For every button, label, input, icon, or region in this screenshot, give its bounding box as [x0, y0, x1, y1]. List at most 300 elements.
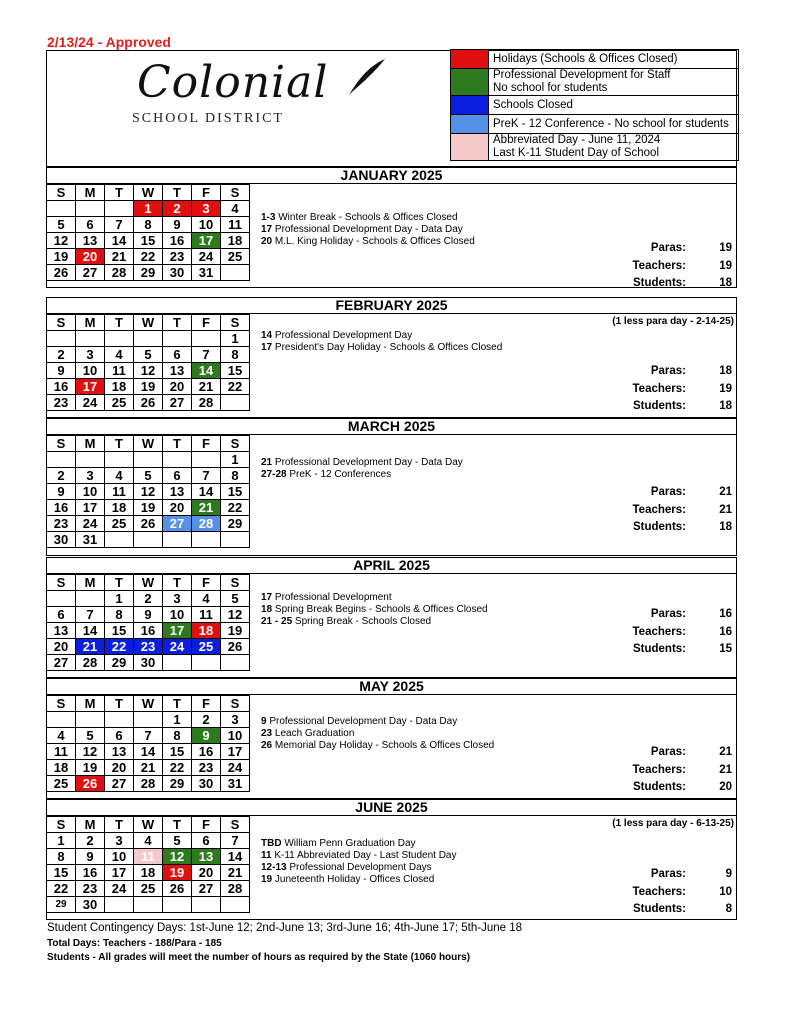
count-row: [612, 626, 732, 644]
day-cell: [105, 331, 134, 347]
event-line: [261, 874, 457, 886]
count-row: [612, 903, 732, 921]
month-events: [261, 212, 475, 248]
day-cell: 26: [76, 776, 105, 792]
event-desc: Professional Development Day - Data Day: [266, 716, 458, 727]
day-cell: [163, 331, 192, 347]
day-cell: 28: [76, 655, 105, 671]
day-cell: 29: [105, 655, 134, 671]
day-cell: 21: [221, 865, 250, 881]
count-label: Paras:: [650, 746, 686, 758]
weekday-header: T: [105, 185, 134, 201]
day-cell: 24: [76, 395, 105, 411]
day-cell: 28: [134, 776, 163, 792]
day-cell: 6: [76, 217, 105, 233]
day-cell: 11: [47, 744, 76, 760]
day-cell: 1: [134, 201, 163, 217]
day-cell: 15: [221, 363, 250, 379]
legend-line: Professional Development for Staff: [493, 69, 671, 81]
event-line: [261, 850, 457, 862]
day-cell: [47, 712, 76, 728]
day-cell: 16: [163, 233, 192, 249]
day-cell: 17: [76, 500, 105, 516]
day-cell: 9: [47, 363, 76, 379]
day-cell: 11: [105, 484, 134, 500]
logo-script: Colonial: [137, 57, 329, 108]
weekday-header: F: [192, 696, 221, 712]
day-cell: 30: [192, 776, 221, 792]
count-label: Teachers:: [632, 503, 686, 516]
legend-row: [450, 68, 739, 96]
day-cell: 8: [221, 468, 250, 484]
day-cell: 26: [134, 395, 163, 411]
day-cell: 27: [105, 776, 134, 792]
day-cell: 23: [192, 760, 221, 776]
day-cell: 2: [134, 591, 163, 607]
event-line: [261, 342, 502, 354]
month-block: [46, 574, 737, 678]
day-cell: 22: [105, 639, 134, 655]
weekday-header: F: [192, 817, 221, 833]
day-cell: 16: [192, 744, 221, 760]
day-cell: 20: [163, 500, 192, 516]
day-cell: 12: [134, 363, 163, 379]
day-cell: 3: [76, 468, 105, 484]
day-cell: 24: [105, 881, 134, 897]
day-cell: [76, 712, 105, 728]
weekday-header: T: [105, 315, 134, 331]
event-desc: Juneteenth Holiday - Offices Closed: [272, 874, 435, 885]
day-cell: 26: [163, 881, 192, 897]
day-cell: 21: [105, 249, 134, 265]
day-cell: 14: [134, 744, 163, 760]
day-cell: [134, 712, 163, 728]
legend-swatch: [451, 134, 489, 160]
day-cell: 22: [221, 500, 250, 516]
day-cell: 20: [192, 865, 221, 881]
day-cell: 20: [105, 760, 134, 776]
day-cell: 11: [221, 217, 250, 233]
count-value: 20: [719, 781, 732, 793]
day-cell: 14: [221, 849, 250, 865]
day-cell: 23: [47, 395, 76, 411]
day-cell: [221, 532, 250, 548]
count-label: Students:: [632, 903, 686, 915]
day-cell: 20: [47, 639, 76, 655]
weekday-header: F: [192, 575, 221, 591]
event-line: [261, 728, 494, 740]
event-date: 11: [261, 850, 272, 861]
count-label: Teachers:: [632, 763, 686, 776]
day-cell: [47, 452, 76, 468]
count-row: [612, 365, 732, 383]
month-title: MAY 2025: [46, 678, 737, 695]
count-row: [612, 764, 732, 782]
month-block: [46, 816, 737, 920]
day-cell: 15: [47, 865, 76, 881]
event-desc: Professional Development Day - Data Day: [272, 224, 463, 235]
weekday-header: M: [76, 817, 105, 833]
day-cell: 8: [47, 849, 76, 865]
day-cell: 31: [76, 532, 105, 548]
day-cell: 26: [47, 265, 76, 281]
day-cell: 22: [134, 249, 163, 265]
event-desc: PreK - 12 Conferences: [286, 469, 392, 480]
weekday-header: S: [47, 696, 76, 712]
event-desc: Spring Break - Schools Closed: [292, 616, 432, 627]
day-cell: 18: [192, 623, 221, 639]
day-cell: 17: [221, 744, 250, 760]
weekday-header: S: [47, 817, 76, 833]
day-cell: [192, 655, 221, 671]
weekday-header: S: [221, 575, 250, 591]
day-cell: 18: [221, 233, 250, 249]
day-cell: 25: [105, 395, 134, 411]
weekday-header: W: [134, 817, 163, 833]
legend-row: [450, 133, 739, 161]
day-cell: 5: [47, 217, 76, 233]
month-events: [261, 838, 457, 886]
event-desc: Professional Development Day: [272, 330, 413, 341]
day-cell: 2: [47, 468, 76, 484]
day-cell: 2: [163, 201, 192, 217]
count-value: 16: [719, 608, 732, 620]
day-cell: 10: [221, 728, 250, 744]
day-cell: 5: [134, 468, 163, 484]
count-row: [612, 643, 732, 661]
day-cell: [47, 201, 76, 217]
day-cell: 8: [105, 607, 134, 623]
day-cell: 7: [76, 607, 105, 623]
count-row: [612, 781, 732, 799]
day-cell: 22: [221, 379, 250, 395]
day-cell: [105, 201, 134, 217]
day-cell: 29: [134, 265, 163, 281]
day-cell: 26: [134, 516, 163, 532]
count-label: Paras:: [650, 365, 686, 377]
day-cell: 24: [163, 639, 192, 655]
weekday-header: T: [163, 696, 192, 712]
month-block: [46, 314, 737, 418]
day-cell: 29: [221, 516, 250, 532]
color-legend: [450, 50, 739, 161]
day-cell: [221, 655, 250, 671]
day-cell: [192, 897, 221, 913]
count-value: 18: [719, 400, 732, 412]
day-cell: 31: [192, 265, 221, 281]
month-title: APRIL 2025: [46, 557, 737, 574]
day-cell: [105, 712, 134, 728]
count-label: Students:: [632, 521, 686, 533]
header-box: [46, 50, 737, 167]
day-cell: 6: [163, 468, 192, 484]
weekday-header: S: [47, 315, 76, 331]
day-cell: 23: [134, 639, 163, 655]
day-cell: 27: [163, 516, 192, 532]
weekday-header: T: [105, 696, 134, 712]
day-cell: 5: [134, 347, 163, 363]
legend-swatch: [451, 96, 489, 114]
day-cell: 4: [47, 728, 76, 744]
count-value: 8: [725, 903, 732, 915]
month-events: [261, 592, 488, 628]
event-line: [261, 330, 502, 342]
day-cell: 10: [192, 217, 221, 233]
legend-swatch: [451, 50, 489, 68]
month-events: [261, 330, 502, 354]
day-cell: 19: [163, 865, 192, 881]
day-cell: 10: [105, 849, 134, 865]
day-cell: 15: [163, 744, 192, 760]
month-block: [46, 184, 737, 288]
day-cell: 19: [47, 249, 76, 265]
weekday-header: W: [134, 436, 163, 452]
day-cell: 24: [221, 760, 250, 776]
event-date: 17: [261, 342, 273, 353]
day-cell: 20: [163, 379, 192, 395]
day-cell: 1: [221, 452, 250, 468]
weekday-header: S: [221, 817, 250, 833]
event-date: 21: [261, 457, 273, 468]
weekday-header: W: [134, 315, 163, 331]
day-cell: 16: [76, 865, 105, 881]
day-cell: 27: [47, 655, 76, 671]
event-line: [261, 236, 475, 248]
day-cell: 5: [163, 833, 192, 849]
legend-text: [489, 50, 682, 68]
day-cell: 12: [163, 849, 192, 865]
legend-line: Last K-11 Student Day of School: [493, 147, 659, 159]
count-value: 10: [719, 885, 732, 898]
day-cell: 19: [134, 500, 163, 516]
calendar-grid: [46, 695, 250, 792]
weekday-header: T: [163, 436, 192, 452]
count-row: [612, 400, 732, 418]
count-row: [612, 277, 732, 295]
event-line: [261, 862, 457, 874]
event-desc: Professional Development Days: [286, 862, 432, 873]
count-value: 21: [719, 486, 732, 498]
calendar-grid: [46, 314, 250, 411]
day-cell: 28: [105, 265, 134, 281]
day-cell: 6: [192, 833, 221, 849]
day-cell: 18: [105, 500, 134, 516]
count-label: Students:: [632, 781, 686, 793]
day-cell: [134, 452, 163, 468]
calendar-grid: [46, 435, 250, 548]
weekday-header: T: [163, 315, 192, 331]
day-cell: 3: [192, 201, 221, 217]
day-cell: 30: [47, 532, 76, 548]
day-cell: 2: [76, 833, 105, 849]
event-desc: President's Day Holiday - Schools & Offices Closed: [272, 342, 503, 353]
event-date: 1-3: [261, 212, 276, 223]
day-cell: 15: [105, 623, 134, 639]
day-cell: 25: [221, 249, 250, 265]
day-cell: [163, 897, 192, 913]
count-row: [612, 886, 732, 904]
day-cell: 21: [134, 760, 163, 776]
count-label: Paras:: [650, 608, 686, 620]
weekday-header: T: [105, 817, 134, 833]
day-cell: 1: [105, 591, 134, 607]
count-row: [612, 242, 732, 260]
day-cell: 21: [192, 379, 221, 395]
month-events: [261, 716, 494, 752]
day-cell: 12: [221, 607, 250, 623]
day-cell: 9: [192, 728, 221, 744]
day-cell: 8: [221, 347, 250, 363]
count-value: 9: [725, 868, 732, 880]
event-line: [261, 716, 494, 728]
weekday-header: S: [221, 696, 250, 712]
count-value: 16: [719, 625, 732, 638]
day-cell: 13: [105, 744, 134, 760]
day-cell: 18: [134, 865, 163, 881]
legend-swatch: [451, 115, 489, 133]
count-value: 21: [719, 746, 732, 758]
day-cell: 9: [163, 217, 192, 233]
day-cell: 4: [192, 591, 221, 607]
day-cell: [105, 452, 134, 468]
weekday-header: S: [47, 436, 76, 452]
legend-row: [450, 49, 739, 69]
event-date: 12-13: [261, 862, 287, 873]
weekday-header: M: [76, 185, 105, 201]
month-title: JUNE 2025: [46, 799, 737, 816]
day-cell: 30: [134, 655, 163, 671]
day-cell: [221, 265, 250, 281]
event-date: 27-28: [261, 469, 287, 480]
event-line: [261, 457, 463, 469]
weekday-header: T: [163, 817, 192, 833]
event-date: 23: [261, 728, 273, 739]
day-cell: 6: [163, 347, 192, 363]
day-cell: 25: [192, 639, 221, 655]
day-cell: 9: [76, 849, 105, 865]
event-desc: Leach Graduation: [272, 728, 355, 739]
count-value: 18: [719, 277, 732, 289]
count-label: Teachers:: [632, 885, 686, 898]
day-cell: [163, 452, 192, 468]
day-cell: 5: [76, 728, 105, 744]
event-line: [261, 212, 475, 224]
legend-text: [489, 134, 664, 160]
month-block: [46, 435, 737, 556]
weekday-header: T: [163, 185, 192, 201]
day-cell: 13: [47, 623, 76, 639]
count-label: Students:: [632, 277, 686, 289]
month-title: MARCH 2025: [46, 418, 737, 435]
day-cell: 4: [221, 201, 250, 217]
day-cell: 19: [76, 760, 105, 776]
day-cell: 11: [134, 849, 163, 865]
day-counts: [612, 608, 732, 661]
day-cell: 29: [163, 776, 192, 792]
day-cell: 3: [105, 833, 134, 849]
day-cell: 21: [76, 639, 105, 655]
day-cell: 4: [134, 833, 163, 849]
day-cell: 9: [47, 484, 76, 500]
event-desc: Professional Development: [272, 592, 392, 603]
day-cell: 17: [76, 379, 105, 395]
legend-line: Abbreviated Day - June 11, 2024: [493, 134, 661, 146]
day-cell: 6: [47, 607, 76, 623]
contingency-days: Student Contingency Days: 1st-June 12; 2nd-June 13; 3rd-June 16; 4th-June 17; 5th-June 18: [47, 922, 523, 934]
day-cell: 13: [163, 484, 192, 500]
day-cell: 29: [47, 897, 76, 913]
count-row: [612, 383, 732, 401]
day-cell: 14: [192, 363, 221, 379]
event-line: [261, 224, 475, 236]
day-cell: 7: [134, 728, 163, 744]
legend-text: [489, 96, 577, 114]
count-value: 18: [719, 521, 732, 533]
day-cell: [134, 331, 163, 347]
district-logo: [132, 57, 372, 127]
day-cell: 3: [163, 591, 192, 607]
day-cell: [47, 591, 76, 607]
weekday-header: S: [47, 575, 76, 591]
day-cell: 8: [163, 728, 192, 744]
day-counts: [612, 868, 732, 921]
day-cell: 8: [134, 217, 163, 233]
day-cell: [105, 532, 134, 548]
day-cell: 28: [192, 516, 221, 532]
count-label: Teachers:: [632, 382, 686, 395]
weekday-header: W: [134, 185, 163, 201]
day-cell: 4: [105, 468, 134, 484]
day-cell: 23: [76, 881, 105, 897]
weekday-header: M: [76, 315, 105, 331]
day-cell: [105, 897, 134, 913]
count-label: Students:: [632, 400, 686, 412]
weekday-header: S: [221, 185, 250, 201]
event-line: [261, 604, 488, 616]
event-date: 18: [261, 604, 273, 615]
event-desc: Memorial Day Holiday - Schools & Offices Closed: [272, 740, 495, 751]
logo-subtitle: SCHOOL DISTRICT: [132, 111, 284, 126]
day-cell: [76, 452, 105, 468]
count-value: 21: [719, 503, 732, 516]
weekday-header: T: [105, 436, 134, 452]
day-cell: 2: [47, 347, 76, 363]
month-title: FEBRUARY 2025: [46, 297, 737, 314]
event-date: TBD: [261, 838, 282, 849]
day-cell: 3: [76, 347, 105, 363]
para-note: (1 less para day - 6-13-25): [612, 818, 734, 829]
day-cell: 13: [163, 363, 192, 379]
day-cell: 25: [134, 881, 163, 897]
day-cell: 13: [76, 233, 105, 249]
para-note: (1 less para day - 2-14-25): [612, 316, 734, 327]
day-counts: [612, 486, 732, 539]
day-cell: 27: [163, 395, 192, 411]
day-cell: 27: [192, 881, 221, 897]
approval-status: 2/13/24 - Approved: [47, 34, 171, 50]
event-desc: M.L. King Holiday - Schools & Offices Closed: [272, 236, 475, 247]
count-label: Paras:: [650, 486, 686, 498]
count-label: Teachers:: [632, 259, 686, 272]
day-cell: 9: [134, 607, 163, 623]
day-cell: 24: [76, 516, 105, 532]
count-value: 19: [719, 259, 732, 272]
day-cell: 19: [221, 623, 250, 639]
day-cell: 12: [76, 744, 105, 760]
legend-row: [450, 95, 739, 115]
day-cell: 23: [47, 516, 76, 532]
event-date: 19: [261, 874, 273, 885]
